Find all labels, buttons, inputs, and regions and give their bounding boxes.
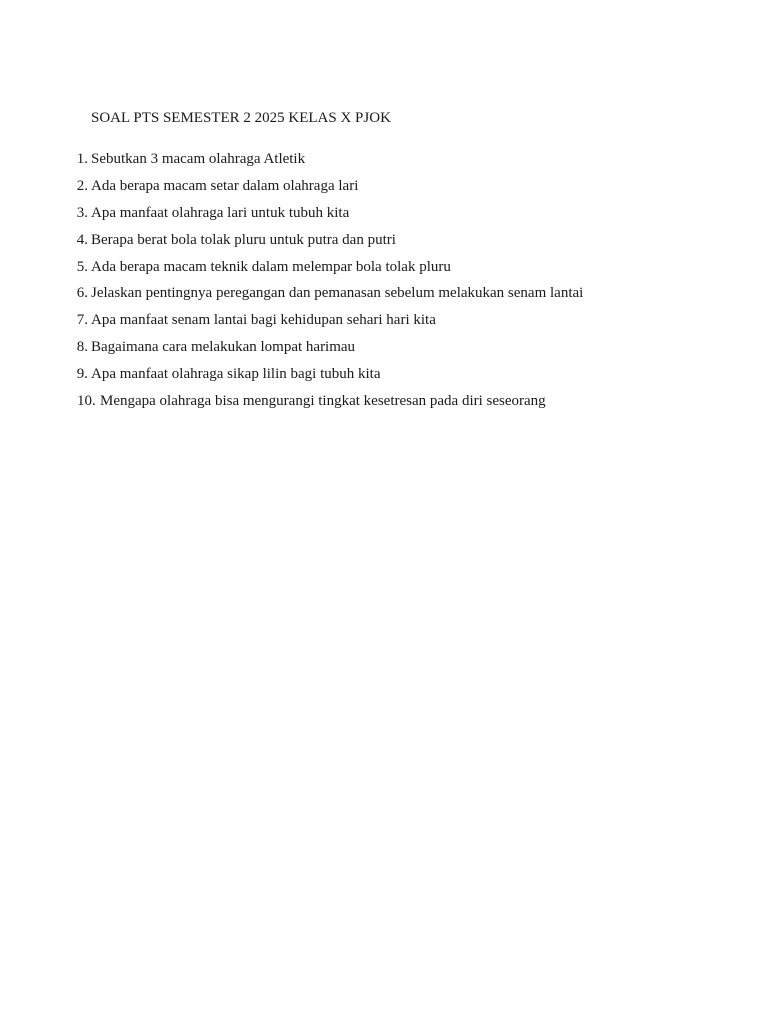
question-text: Apa manfaat olahraga sikap lilin bagi tubuh kita: [91, 366, 381, 383]
question-text: Apa manfaat senam lantai bagi kehidupan sehari hari kita: [91, 312, 436, 329]
question-text: Ada berapa macam teknik dalam melempar bola tolak pluru: [91, 258, 451, 275]
question-text: Mengapa olahraga bisa mengurangi tingkat kesetresan pada diri seseorang: [100, 393, 546, 410]
question-number: 3.: [76, 204, 88, 221]
question-text: Ada berapa macam setar dalam olahraga lari: [91, 177, 359, 194]
question-text: Sebutkan 3 macam olahraga Atletik: [91, 151, 306, 167]
question-number: 6.: [76, 285, 88, 302]
question-number: 10.: [77, 393, 96, 410]
question-number: 8.: [76, 339, 88, 356]
question-number: 9.: [76, 366, 88, 383]
document-title: SOAL PTS SEMESTER 2 2025 KELAS X PJOK: [91, 110, 391, 126]
question-text: Apa manfaat olahraga lari untuk tubuh kita: [91, 204, 350, 221]
question-number: 1.: [76, 151, 88, 167]
question-number: 5.: [76, 258, 88, 275]
question-text: Jelaskan pentingnya peregangan dan pemanasan sebelum melakukan senam lantai: [91, 285, 584, 302]
question-text: Berapa berat bola tolak pluru untuk putra dan putri: [91, 231, 396, 248]
question-number: 7.: [76, 312, 88, 329]
question-text: Bagaimana cara melakukan lompat harimau: [91, 339, 356, 356]
question-number: 2.: [76, 177, 88, 194]
question-number: 4.: [76, 231, 88, 248]
